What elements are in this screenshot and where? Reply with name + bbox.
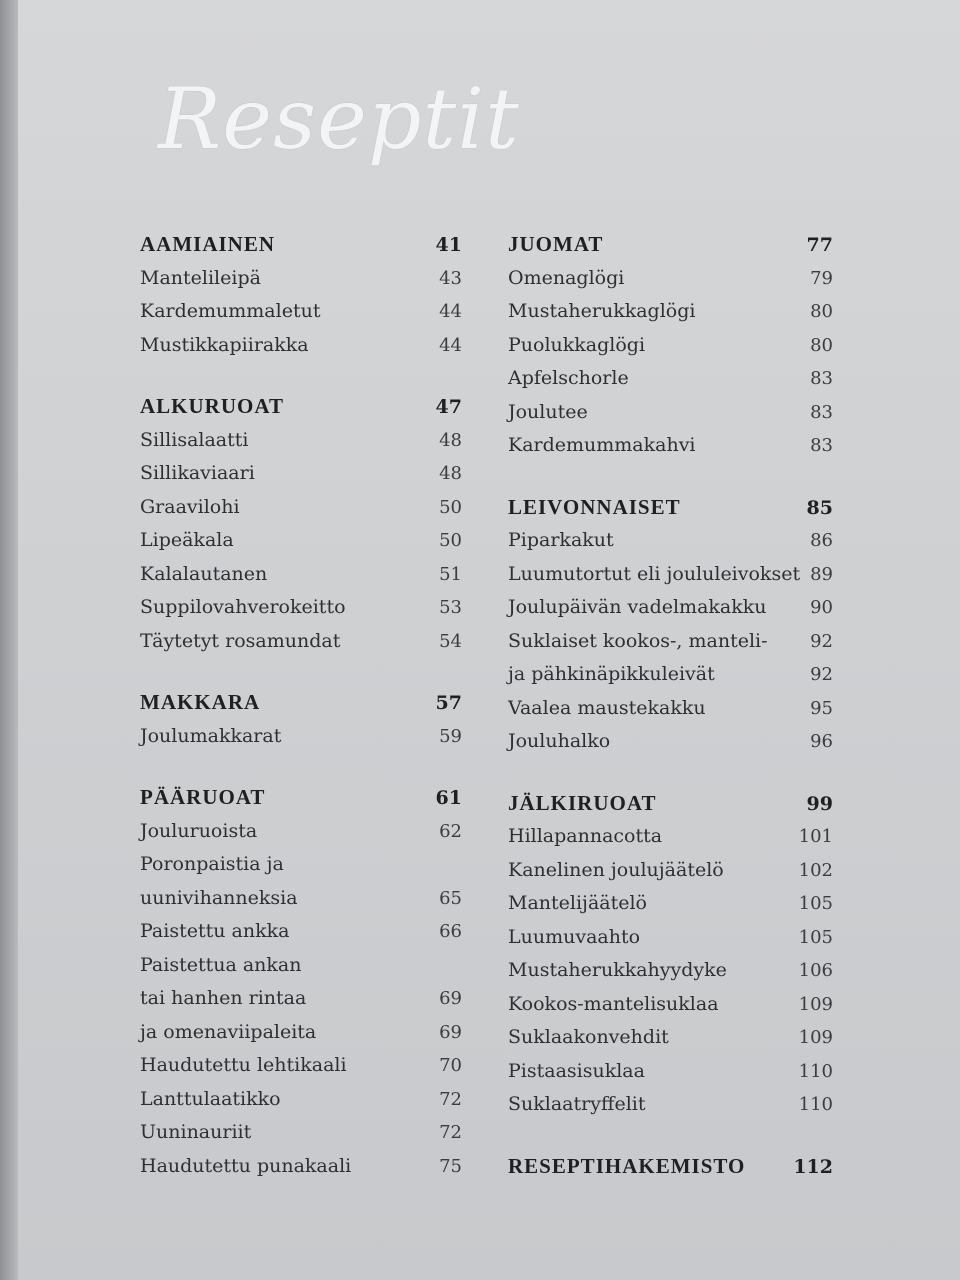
toc-entry — [508, 725, 833, 759]
toc-entry — [140, 295, 462, 329]
recipe-name: Kardemummakahvi — [508, 434, 696, 456]
recipe-page-number: 101 — [798, 826, 833, 847]
toc-entry — [508, 887, 833, 921]
recipe-name: Paistettu ankka — [140, 920, 290, 942]
toc-entry — [508, 954, 833, 988]
recipe-page-number: 59 — [439, 725, 462, 747]
section-page-number: 61 — [435, 787, 462, 809]
recipe-name: ja pähkinäpikkuleivät — [508, 663, 715, 685]
recipe-name: ja omenaviipaleita — [140, 1020, 317, 1043]
recipe-name: Joulupäivän vadelmakakku — [508, 596, 767, 618]
section-title: MAKKARA — [140, 690, 261, 714]
recipe-page-number: 109 — [798, 1027, 833, 1048]
recipe-name: Mantelileipä — [140, 266, 261, 289]
toc-entry — [508, 1021, 833, 1055]
toc-section-heading — [508, 787, 833, 821]
toc-entry — [508, 820, 833, 854]
toc-section-heading — [508, 228, 833, 262]
recipe-page-number: 110 — [798, 1060, 833, 1082]
toc-section — [508, 787, 833, 1122]
section-page-number: 85 — [806, 496, 833, 519]
toc-entry — [508, 1055, 833, 1089]
recipe-name: Suppilovahverokeitto — [140, 596, 346, 618]
recipe-name: Apfelschorle — [508, 367, 629, 389]
section-page-number: 57 — [435, 692, 462, 714]
toc-entry — [140, 491, 462, 525]
toc-entry — [140, 329, 462, 363]
recipe-page-number: 70 — [439, 1055, 462, 1076]
toc-entry — [140, 949, 462, 983]
recipe-name: uunivihanneksia — [140, 886, 298, 909]
recipe-page-number: 69 — [439, 988, 462, 1009]
recipe-name: Sillikaviaari — [140, 462, 255, 484]
recipe-page-number: 50 — [439, 530, 462, 551]
recipe-page-number: 53 — [439, 597, 462, 618]
recipe-name: Jouluruoista — [140, 819, 258, 842]
recipe-name: Piparkakut — [508, 529, 614, 551]
recipe-page-number: 109 — [798, 993, 833, 1015]
recipe-page-number: 110 — [798, 1094, 833, 1115]
recipe-page-number: 43 — [439, 267, 462, 289]
recipe-name: Paistettua ankan — [140, 953, 302, 976]
recipe-page-number: 48 — [439, 463, 462, 484]
toc-entry — [140, 1150, 462, 1184]
toc-left-column — [140, 228, 462, 1211]
recipe-name: Jouluhalko — [508, 730, 611, 752]
recipe-name: Joulutee — [508, 400, 588, 423]
recipe-name: Lipeäkala — [140, 529, 234, 551]
toc-right-column — [508, 228, 833, 1183]
recipe-page-number: 80 — [810, 334, 833, 356]
recipe-page-number: 69 — [439, 1021, 462, 1043]
recipe-page-number: 96 — [810, 731, 833, 752]
toc-section — [508, 491, 833, 759]
recipe-name: Luumuvaahto — [508, 925, 641, 948]
toc-section — [140, 781, 462, 1183]
toc-entry — [508, 625, 833, 659]
toc-entry — [140, 848, 462, 882]
section-title: JUOMAT — [508, 232, 604, 256]
toc-section-heading — [140, 781, 462, 815]
toc-entry — [140, 1049, 462, 1083]
toc-index-page: 112 — [793, 1155, 833, 1178]
recipe-name: Puolukkaglögi — [508, 333, 646, 356]
recipe-page-number: 44 — [439, 334, 462, 356]
recipe-name: Suklaakonvehdit — [508, 1026, 669, 1048]
recipe-page-number: 102 — [798, 859, 833, 881]
toc-entry — [140, 1083, 462, 1117]
toc-entry — [508, 429, 833, 463]
recipe-page-number: 83 — [810, 368, 833, 389]
toc-entry — [508, 295, 833, 329]
recipe-name: Suklaatryffelit — [508, 1093, 646, 1115]
section-page-number: 41 — [435, 234, 462, 256]
recipe-page-number: 75 — [439, 1155, 462, 1177]
section-title: AAMIAINEN — [140, 232, 275, 256]
toc-entry — [140, 915, 462, 949]
toc-entry — [508, 988, 833, 1022]
recipe-name: Haudutettu punakaali — [140, 1154, 352, 1177]
toc-section-heading — [508, 491, 833, 525]
toc-section — [140, 686, 462, 753]
section-title: ALKURUOAT — [140, 394, 284, 418]
recipe-page-number: 86 — [810, 530, 833, 551]
recipe-name: Lanttulaatikko — [140, 1087, 281, 1110]
recipe-page-number: 92 — [810, 630, 833, 652]
toc-entry — [140, 882, 462, 916]
section-title: LEIVONNAISET — [508, 494, 681, 519]
toc-entry — [508, 362, 833, 396]
section-page-number: 47 — [435, 396, 462, 418]
toc-section-heading — [140, 686, 462, 720]
toc-entry — [508, 692, 833, 726]
page-title: Reseptit — [158, 70, 520, 168]
recipe-page-number: 106 — [798, 960, 833, 981]
recipe-name: Sillisalaatti — [140, 428, 249, 451]
recipe-page-number: 65 — [439, 887, 462, 909]
toc-entry — [508, 262, 833, 296]
recipe-name: Kanelinen joulujäätelö — [508, 858, 724, 881]
recipe-name: Suklaiset kookos-, manteli- — [508, 629, 768, 652]
toc-section-heading — [140, 390, 462, 424]
toc-entry — [140, 815, 462, 849]
recipe-name: Mustikkapiirakka — [140, 333, 309, 356]
recipe-name: Pistaasisuklaa — [508, 1059, 645, 1082]
toc-entry — [508, 524, 833, 558]
recipe-page-number: 92 — [810, 664, 833, 685]
recipe-page-number: 66 — [439, 921, 462, 942]
toc-index-entry — [508, 1150, 833, 1184]
toc-entry — [140, 558, 462, 592]
recipe-page-number: 62 — [439, 820, 462, 842]
toc-entry — [508, 396, 833, 430]
toc-entry — [140, 720, 462, 754]
toc-entry — [508, 591, 833, 625]
recipe-name: Mustaherukkahyydyke — [508, 959, 727, 981]
toc-section — [508, 228, 833, 463]
toc-entry — [508, 1088, 833, 1122]
recipe-name: Täytetyt rosamundat — [140, 629, 341, 652]
toc-entry — [140, 1116, 462, 1150]
recipe-page-number: 79 — [810, 267, 833, 289]
toc-entry — [508, 921, 833, 955]
recipe-name: Kardemummaletut — [140, 300, 321, 322]
toc-entry — [140, 262, 462, 296]
section-page-number: 77 — [806, 234, 833, 256]
recipe-name: Uuninauriit — [140, 1121, 252, 1143]
recipe-name: tai hanhen rintaa — [140, 987, 307, 1009]
toc-section-heading — [140, 228, 462, 262]
toc-entry — [508, 329, 833, 363]
recipe-name: Kalalautanen — [140, 562, 268, 585]
recipe-page-number: 80 — [810, 301, 833, 322]
section-page-number: 99 — [806, 792, 833, 815]
recipe-name: Mantelijäätelö — [508, 892, 647, 914]
recipe-page-number: 54 — [439, 630, 462, 652]
recipe-name: Vaalea maustekakku — [508, 696, 706, 719]
recipe-name: Joulumakkarat — [140, 724, 282, 747]
toc-entry — [140, 982, 462, 1016]
section-title: PÄÄRUOAT — [140, 785, 266, 809]
toc-section — [140, 390, 462, 658]
recipe-page-number: 51 — [439, 563, 462, 585]
recipe-name: Kookos-mantelisuklaa — [508, 992, 719, 1015]
toc-entry — [140, 457, 462, 491]
recipe-name: Mustaherukkaglögi — [508, 300, 696, 322]
toc-entry — [140, 524, 462, 558]
recipe-page-number: 72 — [439, 1088, 462, 1110]
toc-entry — [140, 1016, 462, 1050]
recipe-name: Haudutettu lehtikaali — [140, 1054, 347, 1076]
recipe-page-number: 48 — [439, 429, 462, 451]
recipe-name: Omenaglögi — [508, 266, 625, 289]
recipe-page-number: 72 — [439, 1122, 462, 1143]
section-title: JÄLKIRUOAT — [508, 790, 657, 815]
toc-entry — [140, 591, 462, 625]
toc-section — [140, 228, 462, 362]
book-gutter — [0, 0, 18, 1280]
recipe-page-number: 90 — [810, 597, 833, 618]
recipe-name: Graavilohi — [140, 495, 240, 518]
recipe-name: Poronpaistia ja — [140, 853, 284, 875]
recipe-page-number: 95 — [810, 697, 833, 719]
recipe-page-number: 105 — [798, 926, 833, 948]
recipe-page-number: 89 — [810, 563, 833, 585]
recipe-page-number: 50 — [439, 496, 462, 518]
recipe-name: Hillapannacotta — [508, 825, 663, 847]
toc-entry — [140, 424, 462, 458]
toc-entry — [508, 854, 833, 888]
recipe-page-number: 83 — [810, 401, 833, 423]
toc-entry — [508, 658, 833, 692]
toc-entry — [508, 558, 833, 592]
recipe-page-number: 105 — [798, 893, 833, 914]
recipe-page-number: 44 — [439, 301, 462, 322]
toc-entry — [140, 625, 462, 659]
recipe-page-number: 83 — [810, 435, 833, 456]
recipe-name: Luumutortut eli joululeivokset — [508, 562, 801, 585]
toc-index-heading: RESEPTIHAKEMISTO — [508, 1153, 746, 1178]
